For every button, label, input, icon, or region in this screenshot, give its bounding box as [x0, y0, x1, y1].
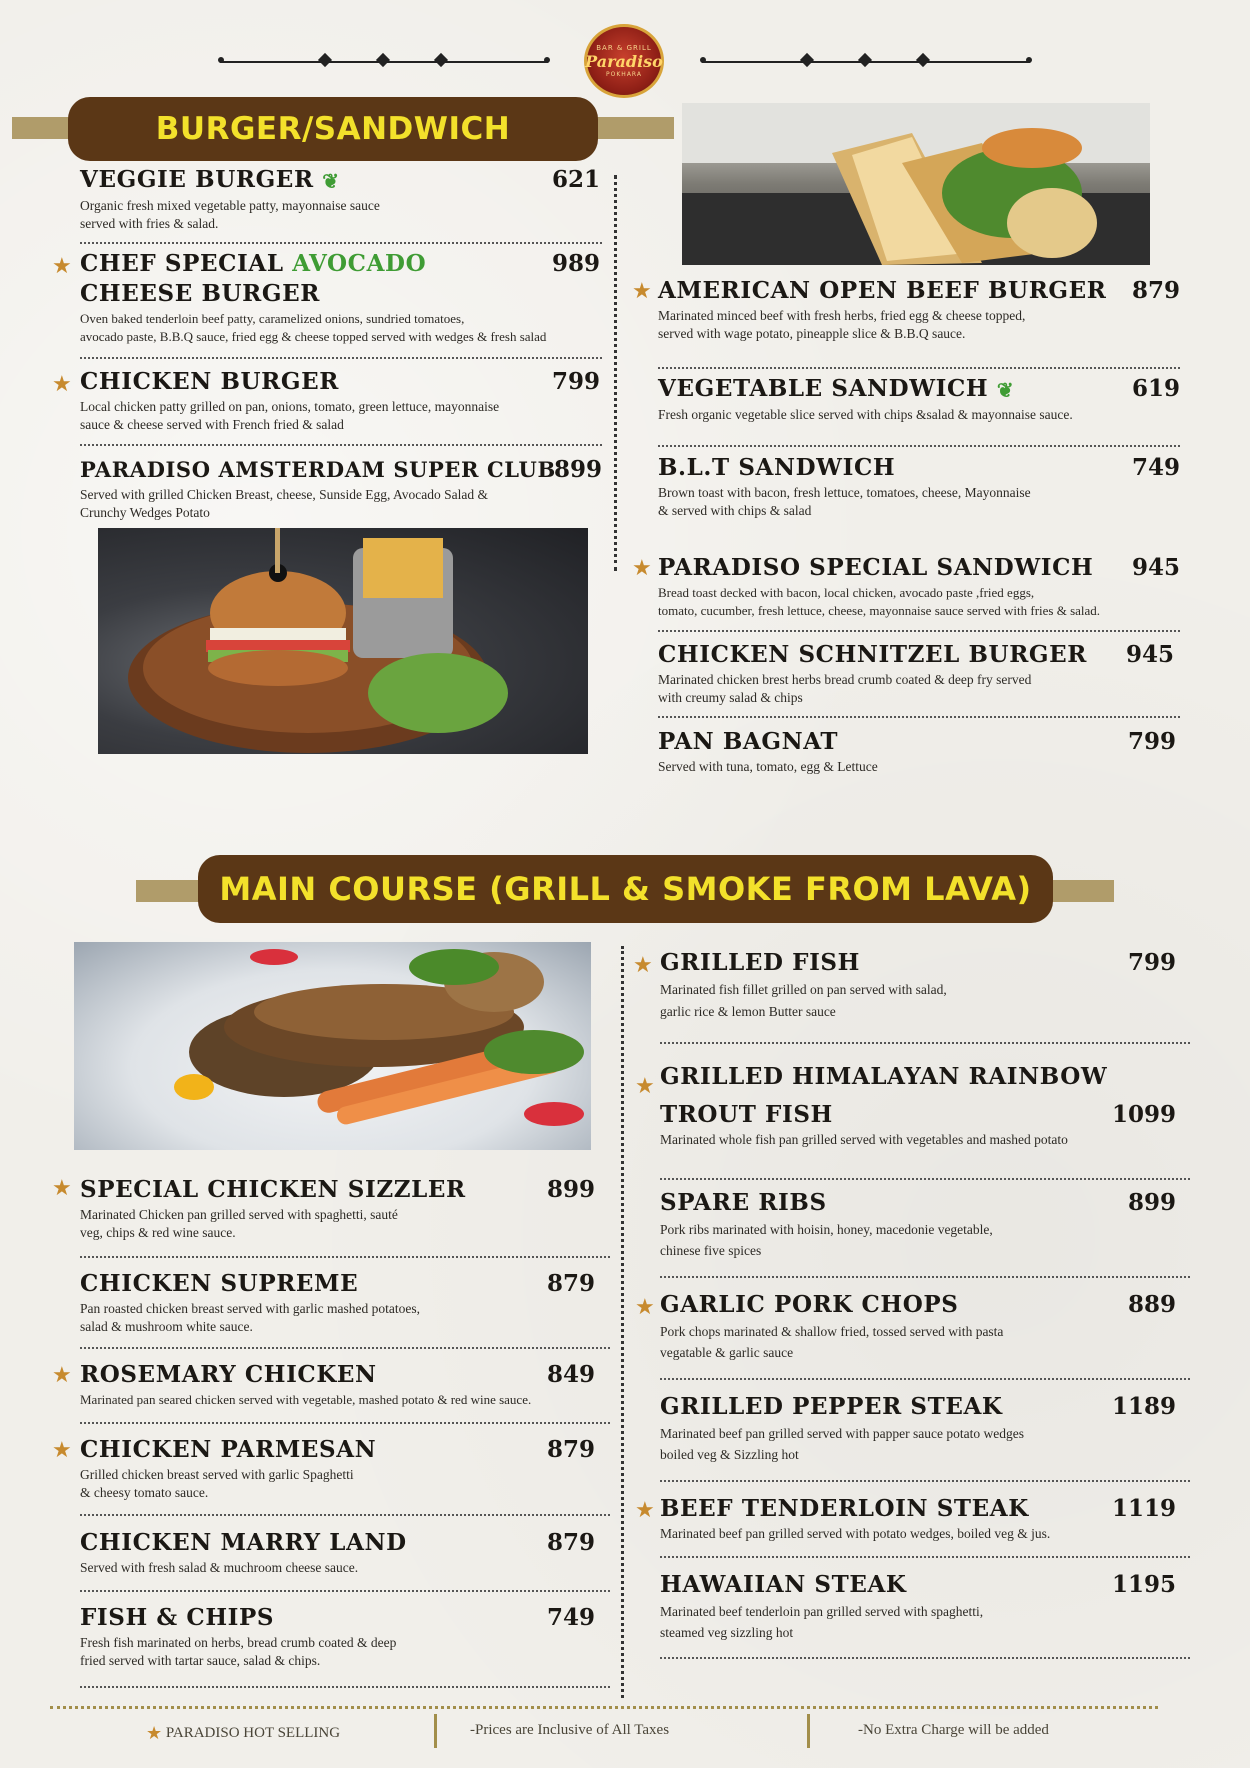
- item-name: HAWAIIAN STEAK: [660, 1571, 907, 1598]
- star-icon: ★: [635, 1074, 655, 1099]
- item-price: 621: [551, 166, 600, 193]
- divider: [658, 445, 1180, 447]
- item-name: CHEF SPECIAL: [80, 250, 293, 277]
- item-name: PAN BAGNAT: [658, 728, 839, 755]
- menu-item-hawaiian-steak: [660, 1570, 1176, 1643]
- menu-item-grilled-himalayan-rainbow-trout-fish: [660, 1062, 1176, 1149]
- item-price: 799: [551, 368, 600, 395]
- item-price: 889: [1127, 1291, 1176, 1318]
- menu-item-veggie-burger: [80, 165, 600, 233]
- item-name: GRILLED FISH: [660, 949, 860, 976]
- star-icon: ★: [635, 1295, 655, 1320]
- leaf-icon: ❦: [322, 169, 340, 193]
- divider: [660, 1556, 1190, 1558]
- item-name: B.L.T SANDWICH: [658, 454, 896, 481]
- item-name: ROSEMARY CHICKEN: [80, 1361, 377, 1388]
- menu-item-spare-ribs: [660, 1188, 1176, 1261]
- item-desc: Fresh fish marinated on herbs, bread crumb coated & deep fried served with tartar sauce, salad & chips.: [80, 1635, 397, 1668]
- item-price: 1119: [1111, 1495, 1176, 1522]
- item-price: 879: [546, 1529, 595, 1556]
- paradiso-logo: BAR & GRILL Paradiso POKHARA: [584, 24, 664, 98]
- menu-item-blt-sandwich: [658, 453, 1180, 520]
- burger-section-title: BURGER/SANDWICH: [68, 97, 598, 161]
- footer-separator: [807, 1714, 810, 1748]
- menu-item-chicken-supreme: [80, 1269, 595, 1336]
- divider: [660, 1042, 1190, 1044]
- item-name: VEGGIE BURGER: [80, 166, 314, 193]
- item-name: AMERICAN OPEN BEEF BURGER: [658, 277, 1107, 304]
- divider: [80, 1347, 610, 1349]
- item-desc: Marinated pan seared chicken served with vegetable, mashed potato & red wine sauce.: [80, 1392, 532, 1407]
- item-name: GRILLED HIMALAYAN RAINBOW: [660, 1063, 1108, 1090]
- grilled-chicken-photo: [74, 942, 591, 1150]
- item-desc: Marinated beef pan grilled served with papper sauce potato wedges boiled veg & Sizzling hot: [660, 1426, 1024, 1462]
- column-divider: [621, 946, 624, 1698]
- item-desc: Marinated chicken brest herbs bread crumb coated & deep fry served with creumy salad & chips: [658, 672, 1032, 705]
- star-icon: ★: [632, 279, 652, 304]
- item-name: CHICKEN SCHNITZEL BURGER: [658, 641, 1087, 668]
- item-price: 749: [1131, 454, 1180, 481]
- burger-photo: [98, 528, 588, 754]
- item-desc: Pork chops marinated & shallow fried, tossed served with pasta vegatable & garlic sauce: [660, 1324, 1004, 1360]
- header-ornament-right: [702, 60, 1030, 64]
- leaf-icon: ❦: [996, 378, 1015, 402]
- item-desc: Marinated Chicken pan grilled served with spaghetti, sauté veg, chips & red wine sauce.: [80, 1207, 398, 1240]
- item-name: PARADISO SPECIAL SANDWICH: [658, 554, 1094, 581]
- menu-item-rosemary-chicken: [80, 1360, 595, 1409]
- item-desc: Oven baked tenderloin beef patty, caramelized onions, sundried tomatoes, avocado paste, B.B.Q sauce, fried egg & cheese topped served with wedges & fresh salad: [80, 311, 547, 344]
- menu-item-garlic-pork-chops: [660, 1290, 1176, 1363]
- item-name: GARLIC PORK CHOPS: [660, 1291, 959, 1318]
- menu-item-chicken-burger: [80, 367, 600, 434]
- divider: [80, 242, 602, 244]
- item-price: 879: [1131, 277, 1180, 304]
- divider: [660, 1378, 1190, 1380]
- item-name: CHICKEN PARMESAN: [80, 1436, 377, 1463]
- menu-item-chicken-marry-land: [80, 1528, 595, 1577]
- item-name: BEEF TENDERLOIN STEAK: [660, 1495, 1029, 1522]
- menu-item-grilled-pepper-steak: [660, 1392, 1176, 1465]
- item-name: VEGETABLE SANDWICH: [658, 375, 989, 402]
- divider: [658, 716, 1180, 718]
- item-desc: Served with grilled Chicken Breast, cheese, Sunside Egg, Avocado Salad & Crunchy Wedges Potato: [80, 487, 489, 520]
- item-name: CHICKEN SUPREME: [80, 1270, 359, 1297]
- item-name: SPECIAL CHICKEN SIZZLER: [80, 1176, 466, 1203]
- item-price: 619: [1131, 375, 1180, 402]
- sandwich-photo: [682, 103, 1150, 265]
- item-price: 749: [546, 1604, 595, 1631]
- item-price: 799: [1127, 728, 1176, 755]
- item-name-highlight: AVOCADO: [292, 250, 427, 277]
- item-desc: Marinated whole fish pan grilled served with vegetables and mashed potato: [660, 1132, 1068, 1147]
- menu-item-chicken-schnitzel-burger: [658, 640, 1174, 707]
- item-desc: Pan roasted chicken breast served with garlic mashed potatoes, salad & mushroom white sauce.: [80, 1301, 421, 1334]
- item-name: PARADISO AMSTERDAM SUPER CLUB: [80, 457, 556, 482]
- main-banner-bar-right: [1048, 880, 1114, 902]
- divider: [658, 367, 1180, 369]
- footer-no-charge-note: -No Extra Charge will be added: [858, 1722, 1049, 1738]
- divider: [80, 444, 602, 446]
- item-price: 899: [1127, 1189, 1176, 1216]
- footer-taxes-note: -Prices are Inclusive of All Taxes: [470, 1722, 670, 1738]
- burger-banner-bar-left: [12, 117, 72, 139]
- divider: [80, 357, 602, 359]
- star-icon: ★: [52, 1363, 72, 1388]
- divider: [660, 1657, 1190, 1659]
- star-icon: ★: [632, 556, 652, 581]
- item-desc: Served with tuna, tomato, egg & Lettuce: [658, 759, 878, 774]
- divider: [660, 1276, 1190, 1278]
- item-desc: Marinated fish fillet grilled on pan served with salad, garlic rice & lemon Butter sauce: [660, 982, 947, 1019]
- item-desc: Fresh organic vegetable slice served with chips &salad & mayonnaise sauce.: [658, 407, 1073, 422]
- star-icon: ★: [635, 1498, 655, 1523]
- footer-divider: [50, 1706, 1158, 1709]
- menu-item-paradiso-amsterdam-super-club: [80, 455, 602, 522]
- menu-item-american-open-beef-burger: [658, 276, 1180, 343]
- divider: [660, 1480, 1190, 1482]
- header-ornament-left: [220, 60, 548, 64]
- item-price: 879: [546, 1436, 595, 1463]
- item-price: 1189: [1111, 1393, 1176, 1420]
- item-price: 945: [1131, 554, 1180, 581]
- footer-hot-selling: ★ PARADISO HOT SELLING: [146, 1723, 341, 1743]
- item-desc: Marinated beef tenderloin pan grilled served with spaghetti, steamed veg sizzling hot: [660, 1604, 984, 1640]
- item-name: SPARE RIBS: [660, 1189, 827, 1216]
- item-desc: Organic fresh mixed vegetable patty, mayonnaise sauce served with fries & salad.: [80, 198, 380, 231]
- menu-item-pan-bagnat: [658, 727, 1176, 776]
- item-desc: Served with fresh salad & muchroom cheese sauce.: [80, 1560, 359, 1575]
- burger-banner-bar-right: [594, 117, 674, 139]
- menu-item-grilled-fish: [660, 948, 1176, 1023]
- menu-item-paradiso-special-sandwich: [658, 553, 1180, 620]
- star-icon: ★: [52, 372, 72, 397]
- item-desc: Marinated minced beef with fresh herbs, fried egg & cheese topped, served with wage potato, pineapple slice & B.B.Q sauce.: [658, 308, 1026, 341]
- item-desc: Brown toast with bacon, fresh lettuce, tomatoes, cheese, Mayonnaise & served with chips & salad: [658, 485, 1031, 518]
- item-price: 879: [546, 1270, 595, 1297]
- item-name: GRILLED PEPPER STEAK: [660, 1393, 1003, 1420]
- divider: [80, 1422, 610, 1424]
- item-name: CHICKEN MARRY LAND: [80, 1529, 407, 1556]
- divider: [80, 1514, 610, 1516]
- item-name: FISH & CHIPS: [80, 1604, 275, 1631]
- item-desc: Pork ribs marinated with hoisin, honey, macedonie vegetable, chinese five spices: [660, 1222, 993, 1258]
- menu-item-beef-tenderloin-steak: [660, 1494, 1176, 1543]
- star-icon: ★: [52, 1438, 72, 1463]
- divider: [658, 630, 1180, 632]
- item-desc: Local chicken patty grilled on pan, onions, tomato, green lettuce, mayonnaise sauce & cheese served with French fried & salad: [80, 399, 500, 432]
- item-price: 899: [546, 1176, 595, 1203]
- star-icon: ★: [146, 1723, 163, 1743]
- footer-separator: [434, 1714, 437, 1748]
- menu-item-fish-and-chips: [80, 1603, 595, 1670]
- star-icon: ★: [633, 953, 653, 978]
- main-course-section-title: MAIN COURSE (GRILL & SMOKE FROM LAVA): [198, 855, 1053, 923]
- divider: [80, 1686, 610, 1688]
- item-desc: Bread toast decked with bacon, local chicken, avocado paste ,fried eggs, tomato, cucumber, fresh lettuce, cheese, mayonnaise sauce served with fries & salad.: [658, 585, 1101, 618]
- item-price: 799: [1127, 949, 1176, 976]
- menu-item-special-chicken-sizzler: [80, 1175, 595, 1242]
- item-name-line2: TROUT FISH: [660, 1101, 833, 1128]
- star-icon: ★: [52, 254, 72, 279]
- item-price: 989: [551, 250, 600, 277]
- item-price: 899: [553, 456, 602, 483]
- item-name-line2: CHEESE BURGER: [80, 280, 320, 307]
- menu-item-chef-special-avocado-cheese-burger: [80, 249, 600, 346]
- item-price: 849: [546, 1361, 595, 1388]
- item-desc: Marinated beef pan grilled served with potato wedges, boiled veg & jus.: [660, 1526, 1051, 1541]
- item-price: 1195: [1111, 1571, 1176, 1598]
- menu-item-vegetable-sandwich: [658, 374, 1180, 424]
- item-name: CHICKEN BURGER: [80, 368, 339, 395]
- divider: [660, 1178, 1190, 1180]
- main-banner-bar-left: [136, 880, 206, 902]
- star-icon: ★: [52, 1176, 72, 1201]
- item-desc: Grilled chicken breast served with garlic Spaghetti & cheesy tomato sauce.: [80, 1467, 354, 1500]
- item-price: 1099: [1111, 1101, 1176, 1128]
- divider: [80, 1590, 610, 1592]
- menu-item-chicken-parmesan: [80, 1435, 595, 1502]
- divider: [80, 1256, 610, 1258]
- item-price: 945: [1125, 641, 1174, 668]
- column-divider: [614, 175, 617, 571]
